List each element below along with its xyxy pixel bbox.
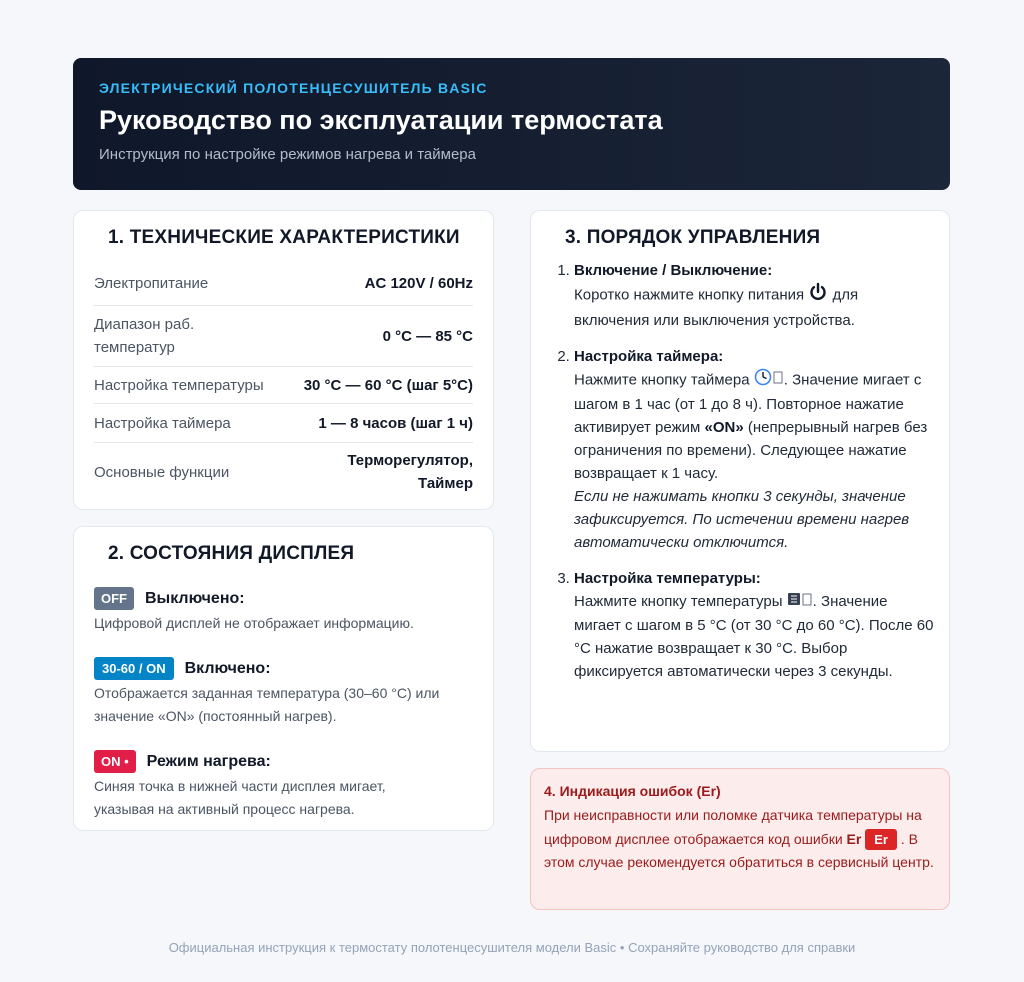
state-description: Цифровой дисплей не отображает информацию. — [94, 615, 414, 631]
state-off — [94, 587, 473, 635]
step-text: . Значение мигает с шагом в 1 час (от 1 до 8 ч). Повторное нажатие активирует режим — [574, 371, 922, 436]
spec-value: 1 — 8 часов (шаг 1 ч) — [318, 414, 473, 432]
power-icon — [808, 282, 828, 309]
state-description: Синяя точка в нижней части дисплея мигает, указывая на активный процесс нагрева. — [94, 778, 386, 817]
specs-table — [94, 261, 473, 501]
error-text-part: . В этом случае рекомендуется обратиться в сервисный центр. — [544, 830, 934, 870]
specs-heading: 1. ТЕХНИЧЕСКИЕ ХАРАКТЕРИСТИКИ — [108, 227, 460, 248]
spec-row — [94, 404, 473, 443]
spec-value: 30 °C — 60 °C (шаг 5°C) — [303, 376, 473, 394]
product-brand: ЭЛЕКТРИЧЕСКИЙ ПОЛОТЕНЦЕСУШИТЕЛЬ BASIC — [99, 80, 488, 96]
error-code: Er — [846, 830, 862, 847]
spec-label: Основные функции — [94, 463, 230, 481]
spec-label: Настройка таймера — [94, 414, 231, 432]
spec-value: 0 °C — 85 °C — [382, 327, 473, 345]
step-text: для включения или выключения устройства. — [574, 286, 859, 329]
on-badge: 30-60 / ON — [94, 657, 174, 680]
step-text: . Значение мигает с шагом в 5 °C (от 30 °C до 60 °C). После 60 °C нажатие возвращает к 30 °C. Выбор фиксируется автоматически через 3 секунды. — [574, 593, 934, 680]
error-title: 4. Индикация ошибок (Er) — [544, 783, 721, 799]
control-steps — [551, 259, 935, 683]
spec-row — [94, 367, 473, 404]
spec-label: Диапазон раб. температур — [94, 316, 195, 356]
page-header — [73, 58, 950, 190]
display-heading: 2. СОСТОЯНИЯ ДИСПЛЕЯ — [108, 543, 355, 564]
spec-label: Настройка температуры — [94, 376, 264, 394]
on-mode-label: «ON» — [704, 419, 744, 436]
control-card — [530, 210, 950, 752]
spec-row — [94, 306, 473, 367]
page-title: Руководство по эксплуатации термостата — [99, 105, 663, 135]
state-title: Режим нагрева: — [146, 752, 271, 770]
control-heading: 3. ПОРЯДОК УПРАВЛЕНИЯ — [565, 227, 821, 248]
page-subtitle: Инструкция по настройке режимов нагрева и таймера — [99, 146, 476, 163]
clock-icon — [754, 368, 784, 393]
error-text — [544, 804, 935, 875]
display-states-card — [73, 526, 494, 831]
spec-value: Терморегулятор, Таймер — [347, 452, 473, 492]
step-text: Коротко нажмите кнопку питания — [574, 286, 805, 304]
step-title: 1. Включение / Выключение: — [574, 262, 773, 279]
heating-badge: ON • — [94, 750, 136, 773]
page-footer: Официальная инструкция к термостату полотенцесушителя модели Basic • Сохраняйте руководство для справки — [168, 940, 856, 955]
spec-value: AC 120V / 60Hz — [364, 274, 473, 292]
off-badge: OFF — [94, 587, 134, 610]
state-title: Выключено: — [145, 589, 245, 607]
step-text: Нажмите кнопку температуры — [574, 593, 783, 610]
step-title: 3. Настройка температуры: — [574, 570, 761, 587]
spec-row — [94, 443, 473, 501]
thermometer-icon — [787, 591, 813, 614]
state-on — [94, 657, 473, 728]
step-timer — [574, 345, 935, 554]
step-note: Если не нажимать кнопки 3 секунды, значение зафиксируется. По истечении времени нагрев автоматически отключится. — [574, 488, 910, 551]
error-indication-card — [530, 768, 950, 910]
error-text-part: При неисправности или поломке датчика температуры на цифровом дисплее отображается код ошибки — [544, 807, 922, 847]
step-temperature — [574, 567, 935, 683]
state-heating — [94, 750, 473, 821]
step-power — [574, 259, 935, 332]
spec-row — [94, 261, 473, 306]
step-title: 2. Настройка таймера: — [574, 348, 724, 365]
state-title: Включено: — [184, 659, 271, 677]
step-text: Нажмите кнопку таймера — [574, 371, 750, 389]
spec-label: Электропитание — [94, 274, 209, 292]
step-text: (непрерывный нагрев без ограничения по времени). Следующее нажатие возвращает к 1 часу. — [574, 419, 928, 482]
error-badge: Er — [865, 829, 897, 850]
specs-card — [73, 210, 494, 510]
state-description: Отображается заданная температура (30–60 °C) или значение «ON» (постоянный нагрев). — [94, 685, 440, 724]
